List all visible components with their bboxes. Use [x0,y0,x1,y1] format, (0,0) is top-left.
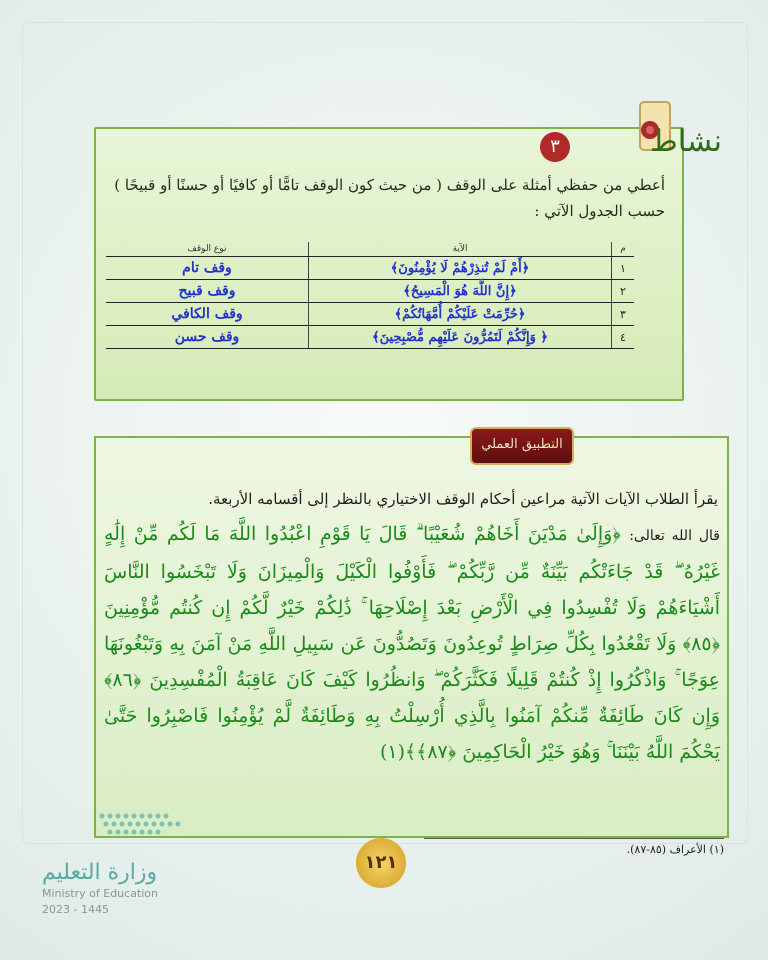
row-ayah: ﴿أَمْ لَمْ تُنذِرْهُمْ لَا يُؤْمِنُونَ﴾ [309,257,612,280]
table-row [106,303,634,326]
ministry-name-ar: وزارة التعليم [42,860,158,885]
row-num: ٢ [612,280,635,303]
row-type: وقف قبيح [106,280,309,303]
row-ayah: ﴿ وَإِنَّكُمْ لَتَمُرُّونَ عَلَيْهِم مُّصْبِحِينَ﴾ [309,326,612,349]
row-ayah: ﴿إِنَّ اللَّهَ هُوَ الْمَسِيحُ﴾ [309,280,612,303]
row-type: وقف الكافي [106,303,309,326]
activity-instruction: أعطي من حفظي أمثلة على الوقف ( من حيث كون الوقف تامًّا أو كافيًا أو حسنًا أو قبيحًا ) حسب الجدول الآتي : [114,176,665,220]
footnote-divider [424,838,724,839]
table-row [106,257,634,280]
footnote: (١) الأعراف (٨٥-٨٧). [626,843,724,856]
quran-verses [104,516,720,770]
decorative-dots-icon [96,810,206,844]
header-num: م [612,242,635,257]
activity-number-badge: ٣ [540,132,570,162]
table-row [106,326,634,349]
ministry-year: 2023 - 1445 [42,903,109,916]
activity-title: نشاط [650,124,722,159]
ministry-name-en: Ministry of Education [42,887,159,900]
table-row [106,280,634,303]
row-num: ٤ [612,326,635,349]
practice-intro: يقرأ الطلاب الآيات الآتية مراعين أحكام الوقف الاختياري بالنظر إلى أقسامه الأربعة. [208,490,718,508]
row-num: ٣ [612,303,635,326]
practice-label: التطبيق العملي [470,427,574,465]
verse-text: ﴿وَإِلَىٰ مَدْيَنَ أَخَاهُمْ شُعَيْبًا ۗ قَالَ يَا قَوْمِ اعْبُدُوا اللَّهَ مَا لَكُم مِّنْ إِلَٰهٍ غَيْرُهُ ۖ قَدْ جَاءَتْكُم بَيِّنَةٌ مِّن رَّبِّكُمْ ۖ فَأَوْفُوا الْكَيْلَ وَالْمِيزَانَ وَلَا تَبْخَسُوا النَّاسَ أَشْيَاءَهُمْ وَلَا تُفْسِدُوا فِي الْأَرْضِ بَعْدَ إِصْلَاحِهَا ۚ ذَٰلِكُمْ خَيْرٌ لَّكُمْ إِن كُنتُم مُّؤْمِنِينَ ﴿٨٥﴾ وَلَا تَقْعُدُوا بِكُلِّ صِرَاطٍ تُوعِدُونَ وَتَصُدُّونَ عَن سَبِيلِ اللَّهِ مَنْ آمَنَ بِهِ وَتَبْغُونَهَا عِوَجًا ۚ وَاذْكُرُوا إِذْ كُنتُمْ قَلِيلًا فَكَثَّرَكُمْ ۖ وَانظُرُوا كَيْفَ كَانَ عَاقِبَةُ الْمُفْسِدِينَ ﴿٨٦﴾ وَإِن كَانَ طَائِفَةٌ مِّنكُمْ آمَنُوا بِالَّذِي أُرْسِلْتُ بِهِ وَطَائِفَةٌ لَّمْ يُؤْمِنُوا فَاصْبِرُوا حَتَّىٰ يَحْكُمَ اللَّهُ بَيْنَنَا ۚ وَهُوَ خَيْرُ الْحَاكِمِينَ ﴿٨٧﴾﴾(١) [104,523,720,763]
header-ayah: الآية [309,242,612,257]
page-number: ١٢١ [356,838,406,888]
waqf-table [106,242,634,349]
verse-lead: قال الله تعالى: [629,528,720,544]
row-type: وقف تام [106,257,309,280]
row-type: وقف حسن [106,326,309,349]
row-num: ١ [612,257,635,280]
row-ayah: ﴿حُرِّمَتْ عَلَيْكُمْ أُمَّهَاتُكُمْ﴾ [309,303,612,326]
header-type: نوع الوقف [106,242,309,257]
